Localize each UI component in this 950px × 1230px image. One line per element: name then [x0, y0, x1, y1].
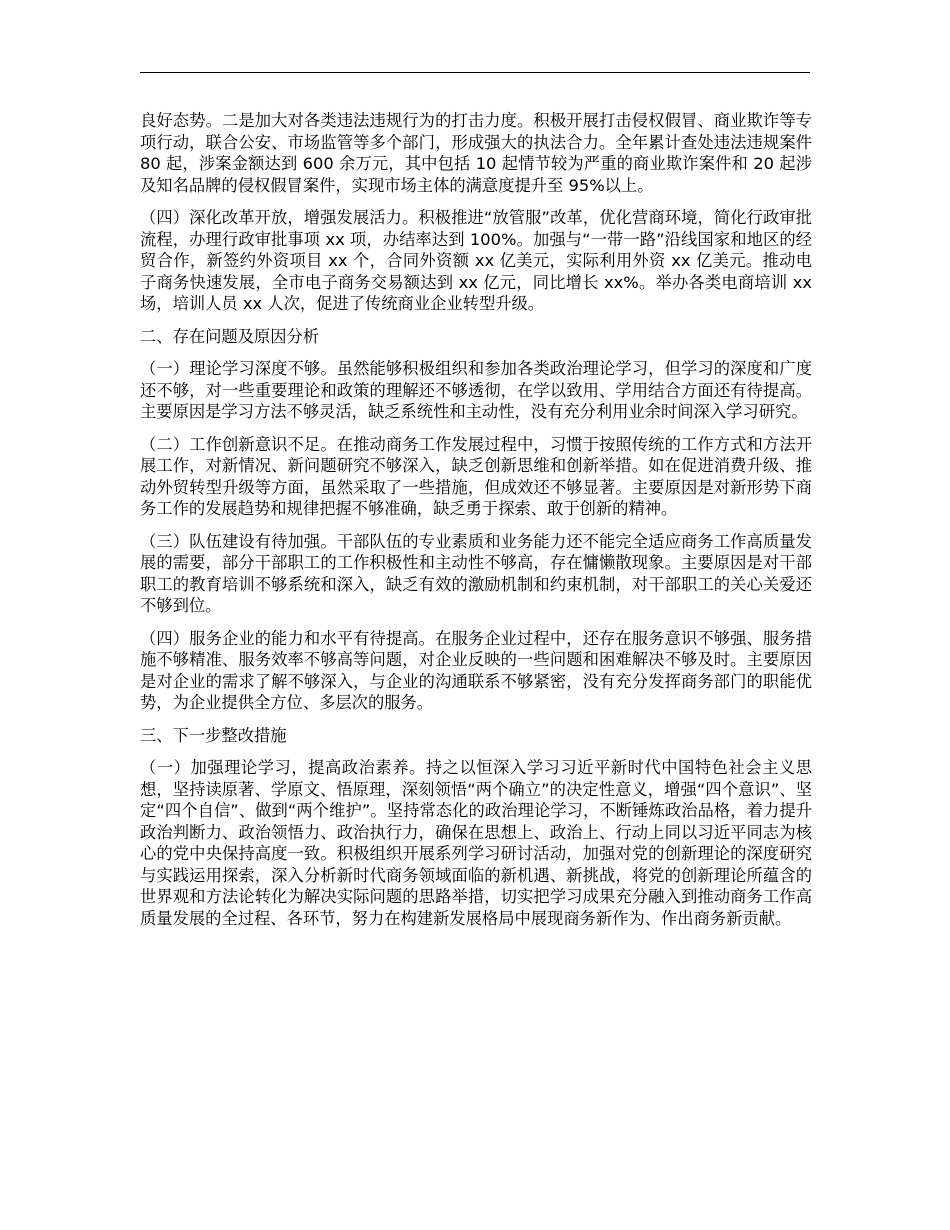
paragraph-law-enforcement: 良好态势。二是加大对各类违法违规行为的打击力度。积极开展打击侵权假冒、商业欺诈等专项行动，联合公安、市场监管等多个部门，形成强大的执法合力。全年累计查处违法违规案件 80 起，涉案金额达到 600 余万元，其中包括 10 起情节较为严重的商业欺诈案件和 20 起涉及知名品牌的侵权假冒案件，实现市场主体的满意度提升至 95%以上。 [140, 111, 812, 195]
section-heading-measures: 三、下一步整改措施 [140, 725, 287, 745]
document-body [140, 110, 812, 940]
paragraph-reform-opening: （四）深化改革开放，增强发展活力。积极推进“放管服”改革，优化营商环境，简化行政审批流程，办理行政审批事项 xx 项，办结率达到 100%。加强与“一带一路”沿线国家和地区的经贸合作，新签约外资项目 xx 个，合同外资额 xx 亿美元，实际利用外资 xx 亿美元。推动电子商务快速发展，全市电子商务交易额达到 xx 亿元，同比增长 xx%。举办各类电商培训 xx 场，培训人员 xx 人次，促进了传统商业企业转型升级。 [140, 208, 812, 313]
paragraph-strengthen-theory: （一）加强理论学习，提高政治素养。持之以恒深入学习习近平新时代中国特色社会主义思想，坚持读原著、学原文、悟原理，深刻领悟“两个确立”的决定性意义，增强“四个意识”、坚定“四个自信”、做到“两个维护”。坚持常态化的政治理论学习，不断锤炼政治品格，着力提升政治判断力、政治领悟力、政治执行力，确保在思想上、政治上、行动上同以习近平同志为核心的党中央保持高度一致。积极组织开展系列学习研讨活动，加强对党的创新理论的深度研究与实践运用探索，深入分析新时代商务领域面临的新机遇、新挑战，将党的创新理论所蕴含的世界观和方法论转化为解决实际问题的思路举措，切实把学习成果充分融入到推动商务工作高质量发展的全过程、各环节，努力在构建新发展格局中展现商务新作为、作出商务新贡献。 [140, 758, 812, 928]
paragraph-service-capability: （四）服务企业的能力和水平有待提高。在服务企业过程中，还存在服务意识不够强、服务措施不够精准、服务效率不够高等问题，对企业反映的一些问题和困难解决不够及时。主要原因是对企业的需求了解不够深入，与企业的沟通联系不够紧密，没有充分发挥商务部门的职能优势，为企业提供全方位、多层次的服务。 [140, 628, 812, 712]
header-rule [140, 72, 810, 73]
section-heading-problems: 二、存在问题及原因分析 [140, 326, 320, 346]
paragraph-team-building: （三）队伍建设有待加强。干部队伍的专业素质和业务能力还不能完全适应商务工作高质量发展的需要，部分干部职工的工作积极性和主动性不够高，存在慵懒散现象。主要原因是对干部职工的教育培训不够系统和深入，缺乏有效的激励机制和约束机制，对干部职工的关心关爱还不够到位。 [140, 531, 812, 615]
paragraph-theory-study: （一）理论学习深度不够。虽然能够积极组织和参加各类政治理论学习，但学习的深度和广度还不够，对一些重要理论和政策的理解还不够透彻，在学以致用、学用结合方面还有待提高。主要原因是学习方法不够灵活，缺乏系统性和主动性，没有充分利用业余时间深入学习研究。 [140, 359, 812, 421]
paragraph-innovation: （二）工作创新意识不足。在推动商务工作发展过程中，习惯于按照传统的工作方式和方法开展工作，对新情况、新问题研究不够深入，缺乏创新思维和创新举措。如在促进消费升级、推动外贸转型升级等方面，虽然采取了一些措施，但成效还不够显著。主要原因是对新形势下商务工作的发展趋势和规律把握不够准确，缺乏勇于探索、敢于创新的精神。 [140, 434, 812, 518]
